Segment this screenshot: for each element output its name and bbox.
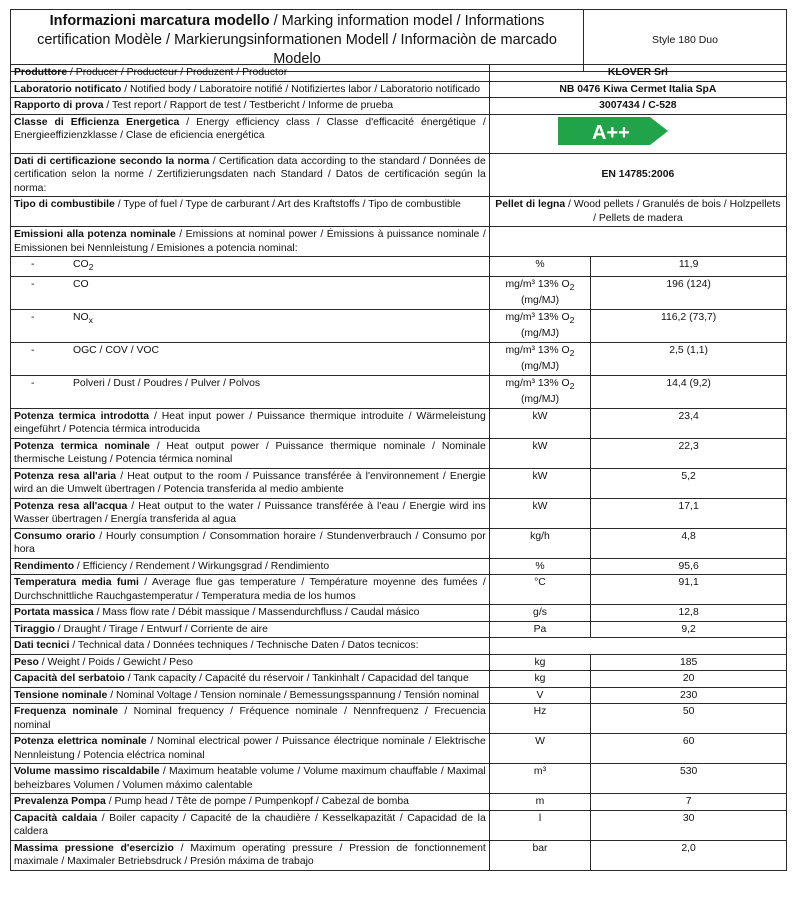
data-row xyxy=(11,605,787,622)
data-row xyxy=(11,671,787,688)
label-report: Rapporto di prova / Test report / Rapport de test / Testbericht / Informe de prueba xyxy=(11,98,490,115)
data-unit: m³ xyxy=(489,764,591,794)
emission-row xyxy=(11,342,787,375)
data-label: Portata massica / Mass flow rate / Débit massique / Massendurchfluss / Caudal másico xyxy=(11,605,490,622)
data-unit: g/s xyxy=(489,605,591,622)
emission-label: - $NO_x$ xyxy=(11,309,490,342)
emission-label: - Polveri / Dust / Poudres / Pulver / Polvos xyxy=(11,375,490,408)
data-value: 7 xyxy=(591,794,787,811)
label-fuel: Tipo di combustibile / Type of fuel / Type de carburant / Art des Kraftstoffs / Tipo de combustible xyxy=(11,197,490,227)
emission-row xyxy=(11,375,787,408)
emission-unit: % xyxy=(489,257,591,277)
data-label: Tensione nominale / Nominal Voltage / Tension nominale / Bemessungsspannung / Tensión nominal xyxy=(11,687,490,704)
data-row xyxy=(11,468,787,498)
data-row xyxy=(11,528,787,558)
data-label: Capacità caldaia / Boiler capacity / Capacité de la chaudière / Kesselkapazität / Capacidad de la caldera xyxy=(11,810,490,840)
emission-value: 196 (124) xyxy=(591,276,787,309)
row-tech-header xyxy=(11,638,787,655)
data-row xyxy=(11,704,787,734)
label-producer: Produttore / Producer / Producteur / Produzent / Productor xyxy=(11,65,490,82)
data-label: Capacità del serbatoio / Tank capacity / Capacité du réservoir / Tankinhalt / Capacidad del tanque xyxy=(11,671,490,688)
row-eclass xyxy=(11,114,787,153)
data-unit: kW xyxy=(489,498,591,528)
emission-unit: mg/m³ 13% $O_2$ (mg/MJ) xyxy=(489,309,591,342)
data-label: Frequenza nominale / Nominal frequency / Fréquence nominale / Nennfrequenz / Frecuencia nominal xyxy=(11,704,490,734)
data-unit: kW xyxy=(489,468,591,498)
emission-row xyxy=(11,309,787,342)
data-unit: l xyxy=(489,810,591,840)
data-value: 20 xyxy=(591,671,787,688)
value-fuel: Pellet di legna / Wood pellets / Granulés de bois / Holzpellets / Pellets de madera xyxy=(489,197,786,227)
data-label: Volume massimo riscaldabile / Maximum heatable volume / Volume maximum chauffable / Maximal beheizbares Volumen / Volumen máximo calentable xyxy=(11,764,490,794)
data-unit: kg/h xyxy=(489,528,591,558)
data-row xyxy=(11,810,787,840)
emission-value: 14,4 (9,2) xyxy=(591,375,787,408)
row-producer xyxy=(11,65,787,82)
data-value: 91,1 xyxy=(591,575,787,605)
data-row xyxy=(11,558,787,575)
data-unit: kg xyxy=(489,654,591,671)
header-table xyxy=(10,9,787,72)
data-label: Peso / Weight / Poids / Gewicht / Peso xyxy=(11,654,490,671)
label-notified: Laboratorio notificato / Notified body / Laboratoire notifié / Notifiziertes labor / Laboratorio notificado xyxy=(11,81,490,98)
data-unit: Pa xyxy=(489,621,591,638)
spec-table xyxy=(10,64,787,871)
data-unit: bar xyxy=(489,840,591,870)
energy-class-label: A++ xyxy=(591,122,630,145)
data-value: 23,4 xyxy=(591,408,787,438)
label-tech: Dati tecnici / Technical data / Données techniques / Technische Daten / Datos tecnicos: xyxy=(11,638,490,655)
value-cert: EN 14785:2006 xyxy=(489,153,786,197)
data-value: 9,2 xyxy=(591,621,787,638)
data-label: Tiraggio / Draught / Tirage / Entwurf / Corriente de aire xyxy=(11,621,490,638)
emission-value: 2,5 (1,1) xyxy=(591,342,787,375)
data-label: Potenza resa all'aria / Heat output to the room / Puissance transférée à l'environnement / Energie wird an die Umwelt übertragen / Potencia transferida al medio ambiente xyxy=(11,468,490,498)
data-row xyxy=(11,794,787,811)
value-emissions-empty xyxy=(489,227,786,257)
data-label: Massima pressione d'esercizio / Maximum operating pressure / Pression de fonctionnement maximale / Maximaler Betriebsdruck / Presión máxima de trabajo xyxy=(11,840,490,870)
data-value: 60 xyxy=(591,734,787,764)
data-value: 17,1 xyxy=(591,498,787,528)
row-notified xyxy=(11,81,787,98)
value-producer: KLOVER Srl xyxy=(489,65,786,82)
energy-class-badge xyxy=(558,117,668,145)
value-notified: NB 0476 Kiwa Cermet Italia SpA xyxy=(489,81,786,98)
emission-row xyxy=(11,257,787,277)
data-value: 50 xyxy=(591,704,787,734)
row-report xyxy=(11,98,787,115)
data-label: Rendimento / Efficiency / Rendement / Wirkungsgrad / Rendimiento xyxy=(11,558,490,575)
data-unit: °C xyxy=(489,575,591,605)
data-unit: W xyxy=(489,734,591,764)
data-value: 2,0 xyxy=(591,840,787,870)
data-value: 230 xyxy=(591,687,787,704)
data-value: 95,6 xyxy=(591,558,787,575)
data-value: 12,8 xyxy=(591,605,787,622)
emission-unit: mg/m³ 13% $O_2$ (mg/MJ) xyxy=(489,375,591,408)
data-value: 4,8 xyxy=(591,528,787,558)
data-unit: kW xyxy=(489,408,591,438)
emission-row xyxy=(11,276,787,309)
data-label: Prevalenza Pompa / Pump head / Tête de pompe / Pumpenkopf / Cabezal de bomba xyxy=(11,794,490,811)
row-emissions xyxy=(11,227,787,257)
model-name: Style 180 Duo xyxy=(584,10,787,72)
data-label: Consumo orario / Hourly consumption / Consommation horaire / Stundenverbrauch / Consumo por hora xyxy=(11,528,490,558)
data-row xyxy=(11,438,787,468)
data-row xyxy=(11,408,787,438)
data-unit: kW xyxy=(489,438,591,468)
data-row xyxy=(11,575,787,605)
data-row xyxy=(11,734,787,764)
data-label: Potenza resa all'acqua / Heat output to the water / Puissance transférée à l'eau / Energie wird ins Wasser übertragen / Energía transferida al agua xyxy=(11,498,490,528)
data-label: Potenza termica introdotta / Heat input power / Puissance thermique introduite / Wärmeleistung eingeführt / Potencia térmica introducida xyxy=(11,408,490,438)
data-label: Potenza elettrica nominale / Nominal electrical power / Puissance électrique nominale / Elektrische Nennleistung / Potencia eléctrica nominal xyxy=(11,734,490,764)
data-row xyxy=(11,840,787,870)
header-title: Informazioni marcatura modello / Marking information model / Informations certification Modèle / Markierungsinformationen Modell / Informaciòn de marcado Modelo xyxy=(11,10,584,72)
data-value: 530 xyxy=(591,764,787,794)
emission-unit: mg/m³ 13% $O_2$ (mg/MJ) xyxy=(489,342,591,375)
data-value: 22,3 xyxy=(591,438,787,468)
value-eclass xyxy=(489,114,786,153)
data-row xyxy=(11,498,787,528)
data-row xyxy=(11,621,787,638)
emission-label: - $CO_2$ xyxy=(11,257,490,277)
data-label: Temperatura media fumi / Average flue gas temperature / Température moyenne des fumées / Durchschnittliche Rauchgastemperatur / Temperatura media de los humos xyxy=(11,575,490,605)
data-value: 5,2 xyxy=(591,468,787,498)
emission-label: - OGC / COV / VOC xyxy=(11,342,490,375)
emission-value: 116,2 (73,7) xyxy=(591,309,787,342)
label-cert: Dati di certificazione secondo la norma / Certification data according to the standard / Données de certification selon la norme / Zertifizierungsdaten nach Standard / Datos de certificación según la norma: xyxy=(11,153,490,197)
data-value: 30 xyxy=(591,810,787,840)
label-emissions: Emissioni alla potenza nominale / Emissions at nominal power / Émissions à puissance nominale / Emissionen bei Nennleistung / Emisiones a potencia nominal: xyxy=(11,227,490,257)
data-unit: V xyxy=(489,687,591,704)
emission-value: 11,9 xyxy=(591,257,787,277)
data-row xyxy=(11,764,787,794)
value-report: 3007434 / C-528 xyxy=(489,98,786,115)
value-tech-empty xyxy=(489,638,786,655)
data-row xyxy=(11,687,787,704)
data-unit: % xyxy=(489,558,591,575)
row-fuel xyxy=(11,197,787,227)
data-unit: m xyxy=(489,794,591,811)
emission-label: - CO xyxy=(11,276,490,309)
data-label: Potenza termica nominale / Heat output power / Puissance thermique nominale / Nominale thermische Leistung / Potencia térmica nominal xyxy=(11,438,490,468)
row-cert xyxy=(11,153,787,197)
data-unit: kg xyxy=(489,671,591,688)
data-unit: Hz xyxy=(489,704,591,734)
data-value: 185 xyxy=(591,654,787,671)
emission-unit: mg/m³ 13% $O_2$ (mg/MJ) xyxy=(489,276,591,309)
data-row xyxy=(11,654,787,671)
label-eclass: Classe di Efficienza Energetica / Energy efficiency class / Classe d'efficacité énergétique / Energieeffizienzklasse / Clase de eficiencia energética xyxy=(11,114,490,153)
